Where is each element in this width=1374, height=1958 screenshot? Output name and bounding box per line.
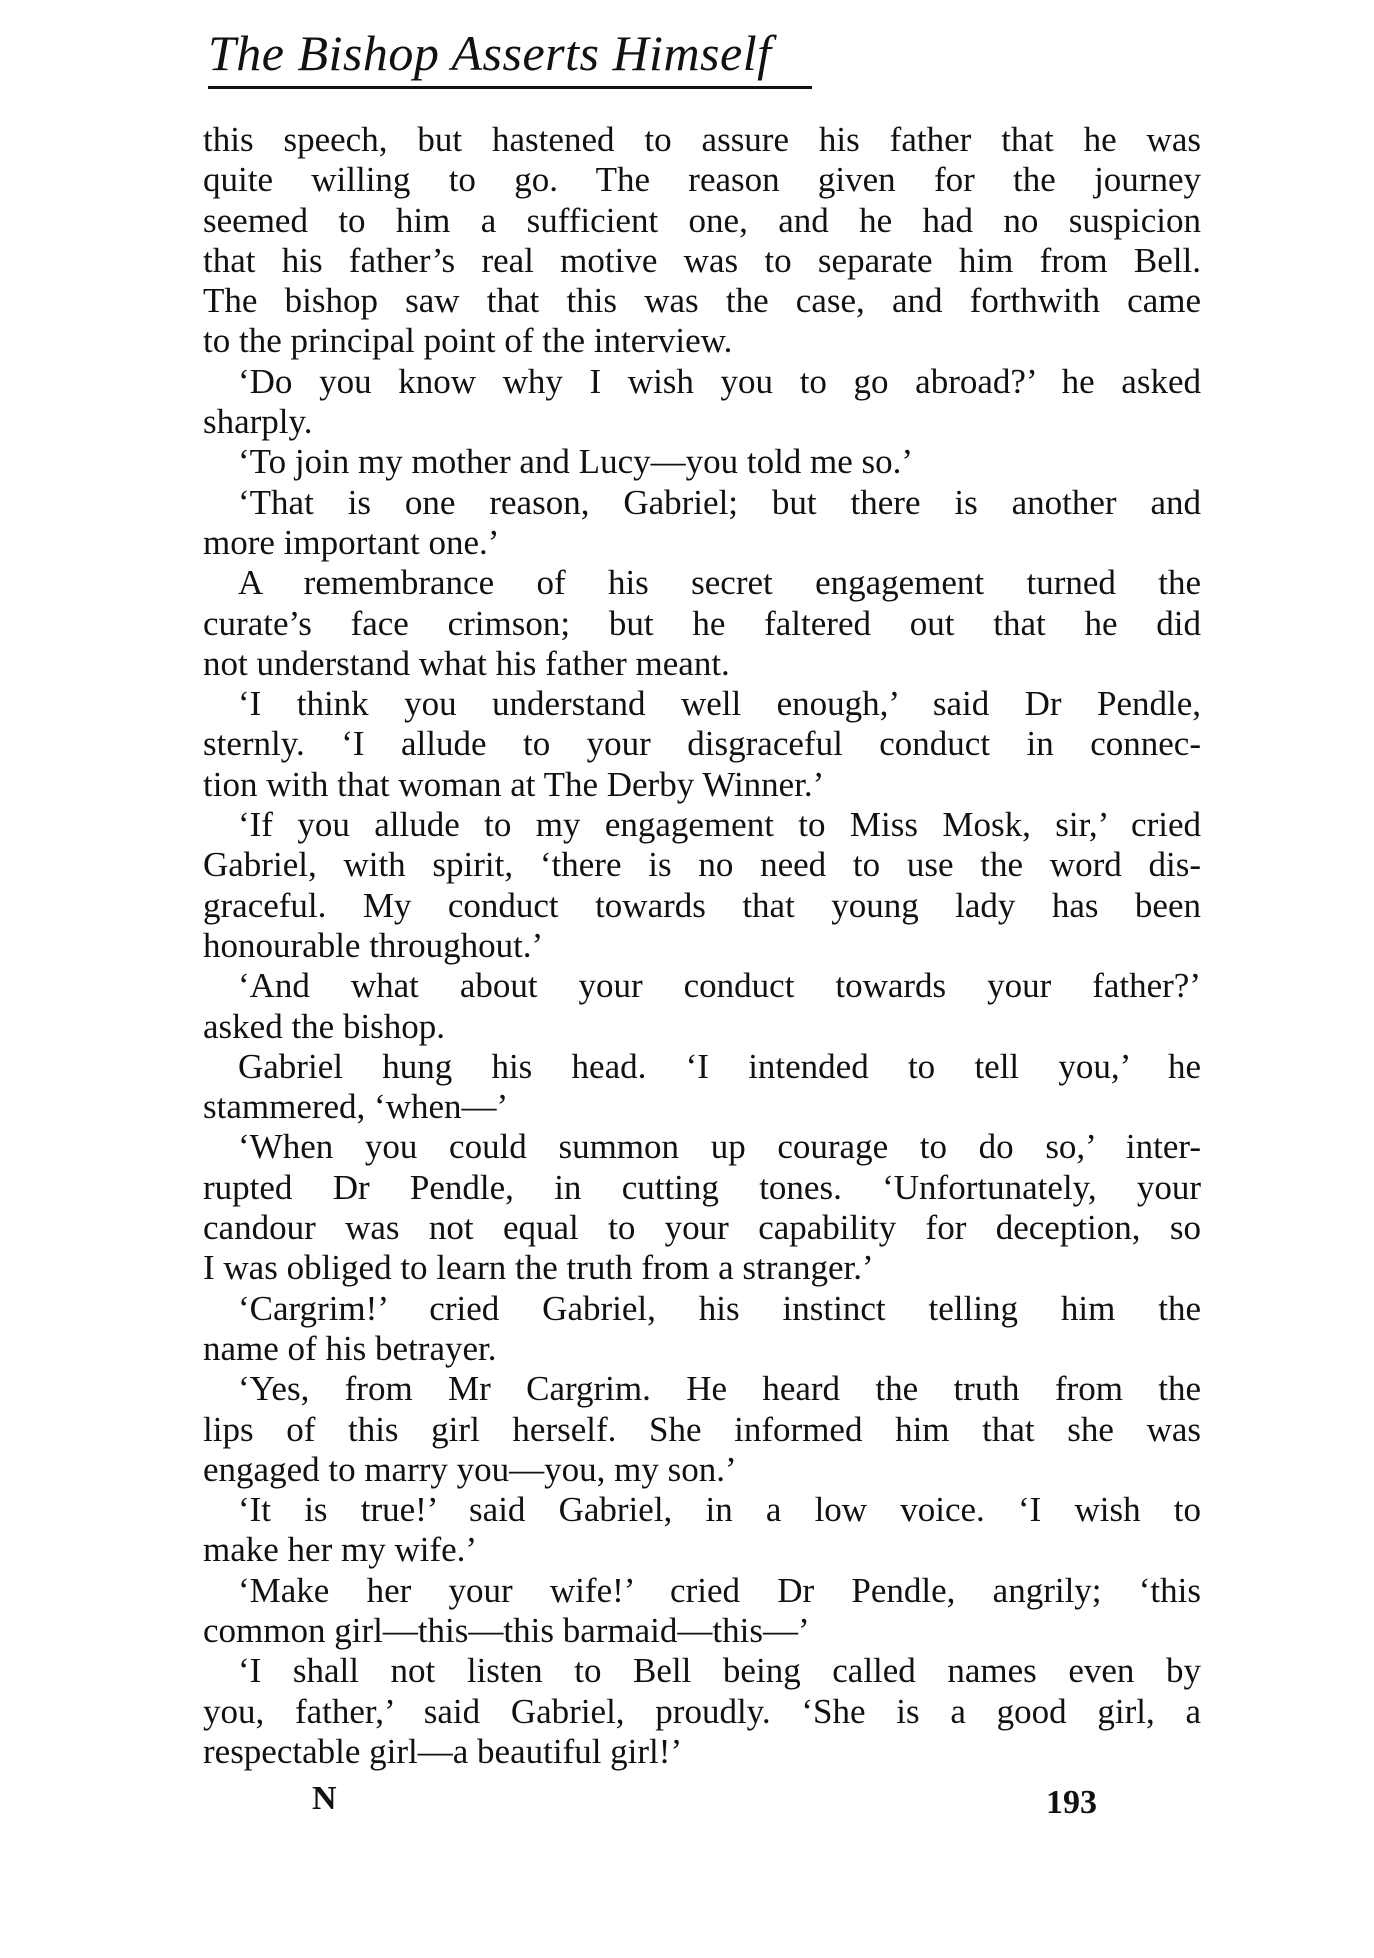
text-line: ‘And what about your conduct towards your father?’	[238, 966, 1201, 1006]
text-line: more important one.’	[203, 522, 500, 562]
text-line: lips of this girl herself. She informed him that she was	[203, 1409, 1201, 1449]
text-line: I was obliged to learn the truth from a stranger.’	[203, 1248, 874, 1288]
text-line: Gabriel hung his head. ‘I intended to tell you,’ he	[238, 1046, 1201, 1086]
text-line: ‘Cargrim!’ cried Gabriel, his instinct telling him the	[238, 1288, 1201, 1328]
text-line: ‘I think you understand well enough,’ said Dr Pendle,	[238, 684, 1201, 724]
text-line: you, father,’ said Gabriel, proudly. ‘She is a good girl, a	[203, 1691, 1201, 1731]
text-line: ‘I shall not listen to Bell being called names even by	[238, 1651, 1201, 1691]
text-line: candour was not equal to your capability for deception, so	[203, 1208, 1201, 1248]
signature-mark: N	[312, 1780, 337, 1817]
running-head: The Bishop Asserts Himself	[208, 25, 772, 81]
text-line: stammered, ‘when—’	[203, 1087, 509, 1127]
text-line: ‘To join my mother and Lucy—you told me so.’	[238, 442, 914, 482]
text-line: make her my wife.’	[203, 1530, 478, 1570]
text-line: asked the bishop.	[203, 1006, 446, 1046]
text-line: curate’s face crimson; but he faltered out that he did	[203, 603, 1201, 643]
text-line: ‘Make her your wife!’ cried Dr Pendle, angrily; ‘this	[238, 1570, 1201, 1610]
text-line: tion with that woman at The Derby Winner.’	[203, 764, 825, 804]
text-line: Gabriel, with spirit, ‘there is no need to use the word dis-	[203, 845, 1201, 885]
text-line: that his father’s real motive was to separate him from Bell.	[203, 240, 1201, 280]
text-line: quite willing to go. The reason given for the journey	[203, 160, 1201, 200]
text-line: to the principal point of the interview.	[203, 321, 733, 361]
text-line: respectable girl—a beautiful girl!’	[203, 1731, 683, 1771]
header-rule	[208, 86, 812, 89]
text-line: this speech, but hastened to assure his father that he was	[203, 120, 1201, 159]
text-line: ‘That is one reason, Gabriel; but there is another and	[238, 482, 1201, 522]
text-line: not understand what his father meant.	[203, 643, 730, 683]
text-line: common girl—this—this barmaid—this—’	[203, 1610, 810, 1650]
text-line: The bishop saw that this was the case, and forthwith came	[203, 281, 1201, 321]
text-line: A remembrance of his secret engagement turned the	[238, 563, 1201, 603]
text-line: rupted Dr Pendle, in cutting tones. ‘Unfortunately, your	[203, 1167, 1201, 1207]
body-text	[203, 120, 1201, 1772]
text-line: ‘If you allude to my engagement to Miss Mosk, sir,’ cried	[238, 805, 1201, 845]
text-line: sharply.	[203, 402, 313, 442]
text-line: seemed to him a sufficient one, and he had no suspicion	[203, 200, 1201, 240]
text-line: graceful. My conduct towards that young lady has been	[203, 885, 1201, 925]
text-line: name of his betrayer.	[203, 1328, 497, 1368]
text-line: ‘It is true!’ said Gabriel, in a low voice. ‘I wish to	[238, 1490, 1201, 1530]
page-number: 193	[1046, 1784, 1097, 1821]
text-line: sternly. ‘I allude to your disgraceful conduct in connec-	[203, 724, 1201, 764]
text-line: ‘Yes, from Mr Cargrim. He heard the truth from the	[238, 1369, 1201, 1409]
text-line: ‘Do you know why I wish you to go abroad?’ he asked	[238, 361, 1201, 401]
text-line: honourable throughout.’	[203, 925, 544, 965]
text-line: ‘When you could summon up courage to do so,’ inter-	[238, 1127, 1201, 1167]
text-line: engaged to marry you—you, my son.’	[203, 1449, 737, 1489]
